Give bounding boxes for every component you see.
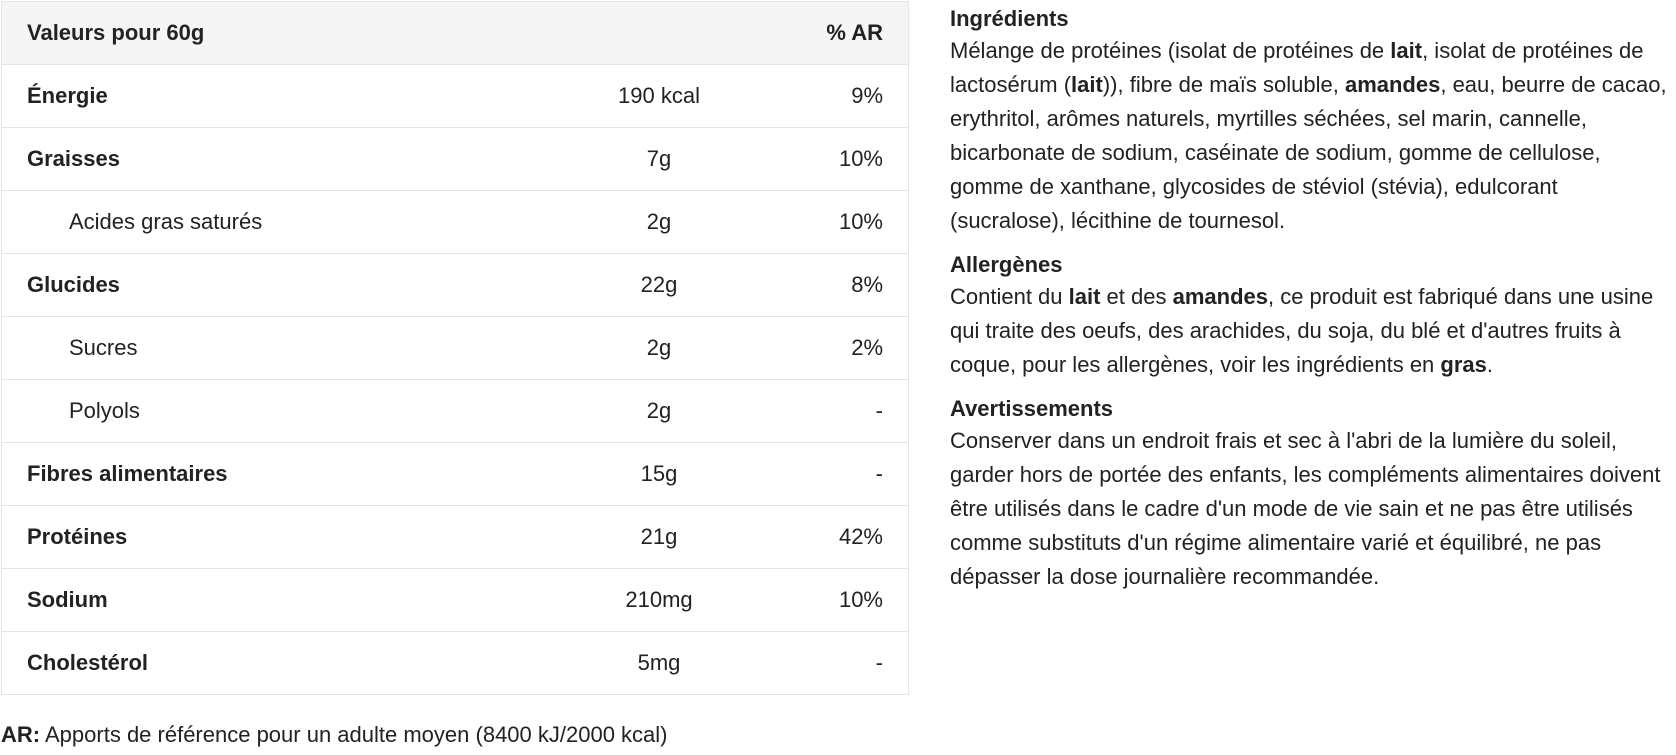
- nutrient-ar: 42%: [809, 506, 909, 569]
- bold-segment: gras: [1440, 352, 1487, 377]
- nutrient-amount: 21g: [509, 506, 809, 569]
- section-text: [950, 424, 1674, 594]
- section-title: Avertissements: [950, 396, 1114, 421]
- bold-segment: lait: [1390, 38, 1423, 63]
- bold-segment: lait: [1071, 72, 1103, 97]
- nutrient-ar: -: [809, 380, 909, 443]
- nutrient-amount: 2g: [509, 380, 809, 443]
- table-row: [2, 128, 909, 191]
- nutrient-name: Fibres alimentaires: [2, 443, 510, 506]
- warnings-section: [950, 394, 1674, 594]
- text-segment: et des: [1100, 284, 1173, 309]
- nutrient-name: Sucres: [2, 317, 510, 380]
- nutrient-amount: 2g: [509, 317, 809, 380]
- nutrient-ar: 9%: [809, 65, 909, 128]
- nutrient-ar: 10%: [809, 569, 909, 632]
- table-row: [2, 443, 909, 506]
- nutrient-amount: 15g: [509, 443, 809, 506]
- table-row: [2, 317, 909, 380]
- table-row: [2, 506, 909, 569]
- table-row: [2, 191, 909, 254]
- text-segment: Conserver dans un endroit frais et sec à l'abri de la lumière du soleil, garder hors de portée des enfants, les compléments alimentaires doivent être utilisés dans le cadre d'un mode de vie sain et ne pas être utilisés comme substituts d'un régime alimentaire varié et équilibré, ne pas dépasser la dose journalière recommandée.: [950, 428, 1661, 589]
- section-text: [950, 280, 1674, 382]
- nutrient-ar: -: [809, 632, 909, 695]
- nutrient-name: Polyols: [2, 380, 510, 443]
- nutrient-ar: 8%: [809, 254, 909, 317]
- nutrient-name: Glucides: [2, 254, 510, 317]
- table-row: [2, 65, 909, 128]
- bold-segment: amandes: [1172, 284, 1268, 309]
- nutrient-ar: -: [809, 443, 909, 506]
- table-row: [2, 254, 909, 317]
- text-segment: , isolat de protéines de lactosérum (: [950, 38, 1644, 97]
- bold-segment: lait: [1068, 284, 1101, 309]
- nutrient-amount: 210mg: [509, 569, 809, 632]
- text-segment: Mélange de protéines (isolat de protéines de: [950, 38, 1391, 63]
- bold-segment: amandes: [1344, 72, 1441, 97]
- nutrient-ar: 2%: [809, 317, 909, 380]
- nutrient-name: Cholestérol: [2, 632, 510, 695]
- header-label: Valeurs pour 60g: [2, 2, 510, 65]
- footnote-label: AR:: [1, 722, 41, 747]
- nutrient-amount: 7g: [509, 128, 809, 191]
- footnote-text: Apports de référence pour un adulte moyen (8400 kJ/2000 kcal): [40, 722, 668, 747]
- nutrient-name: Acides gras saturés: [2, 191, 510, 254]
- text-segment: , eau, beurre de cacao, erythritol, arômes naturels, myrtilles séchées, sel marin, cannelle, bicarbonate de sodium, caséinate de sodium, gomme de cellulose, gomme de xanthane, glycosides de stéviol (stévia), edulcorant (sucralose), lécithine de tournesol.: [950, 72, 1667, 233]
- table-row: [2, 569, 909, 632]
- nutrient-ar: 10%: [809, 128, 909, 191]
- nutrient-amount: 190 kcal: [509, 65, 809, 128]
- text-segment: )), fibre de maïs soluble,: [1102, 72, 1345, 97]
- table-row: [2, 632, 909, 695]
- header-ar: % AR: [809, 2, 909, 65]
- section-text: [950, 34, 1674, 238]
- section-title: Ingrédients: [950, 6, 1069, 31]
- text-segment: .: [1486, 352, 1494, 377]
- nutrient-name: Énergie: [2, 65, 510, 128]
- nutrient-amount: 2g: [509, 191, 809, 254]
- table-row: [2, 380, 909, 443]
- nutrient-amount: 22g: [509, 254, 809, 317]
- nutrient-name: Protéines: [2, 506, 510, 569]
- text-segment: Contient du: [950, 284, 1069, 309]
- nutrient-ar: 10%: [809, 191, 909, 254]
- text-segment: , ce produit est fabriqué dans une usine qui traite des oeufs, des arachides, du soja, du blé et d'autres fruits à coque, pour les allergènes, voir les ingrédients en: [950, 284, 1654, 377]
- nutrient-amount: 5mg: [509, 632, 809, 695]
- nutrient-name: Sodium: [2, 569, 510, 632]
- allergens-section: [950, 250, 1674, 382]
- section-title: Allergènes: [950, 252, 1063, 277]
- nutrition-body: [2, 65, 909, 695]
- product-info-panel: [950, 4, 1674, 606]
- reference-footnote: [1, 722, 668, 748]
- nutrition-header-row: [2, 2, 909, 65]
- header-amount: [509, 2, 809, 65]
- ingredients-section: [950, 4, 1674, 238]
- nutrient-name: Graisses: [2, 128, 510, 191]
- nutrition-table: [1, 1, 909, 695]
